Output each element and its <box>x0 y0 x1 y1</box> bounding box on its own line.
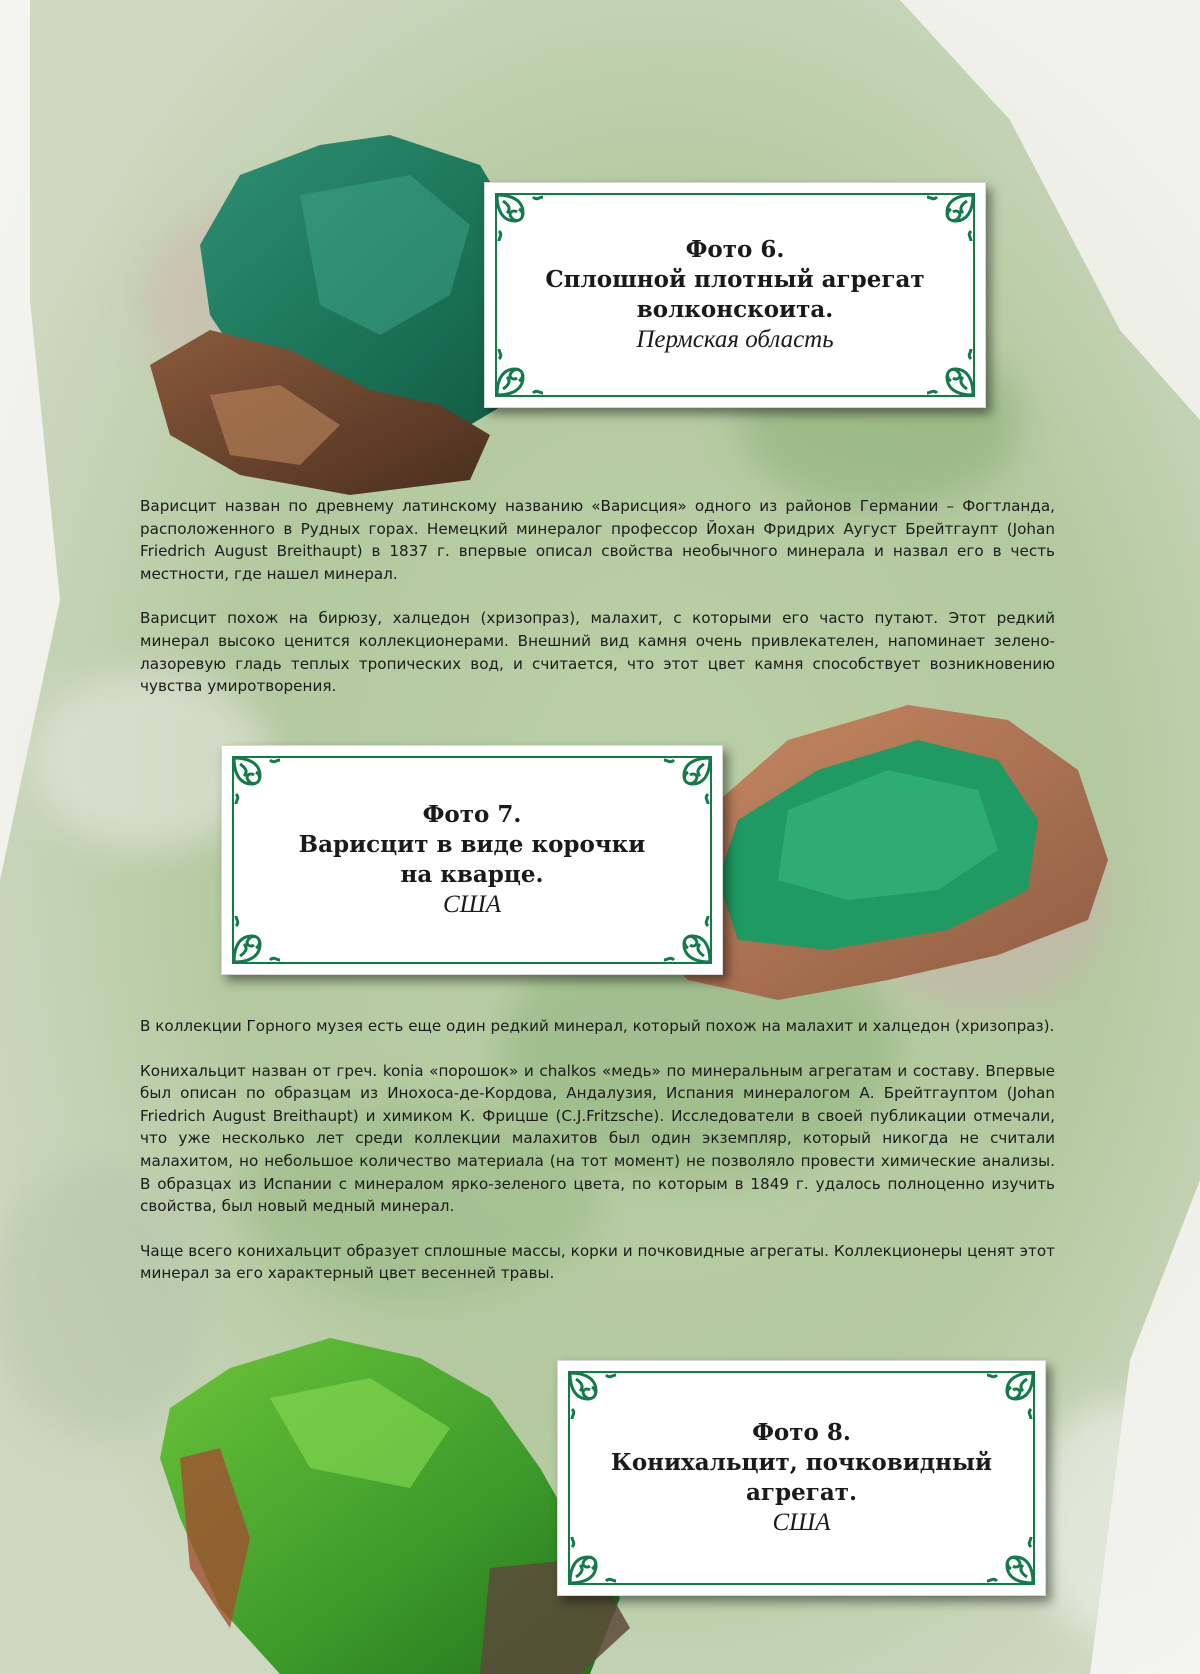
caption-title-line: Варисцит в виде корочки <box>298 831 646 858</box>
paragraph: Чаще всего конихальцит образует сплошные массы, корки и почковидные агрегаты. Коллекционеры ценят этот минерал за его характерный цвет весенней травы. <box>140 1241 1055 1283</box>
caption-title-line: агрегат. <box>746 1479 857 1506</box>
caption-locality: США <box>772 1509 831 1536</box>
caption-card-photo-7 <box>221 745 723 975</box>
caption-text <box>525 183 945 407</box>
body-text-block-2 <box>140 1015 1055 1285</box>
caption-title-line: Сплошной плотный агрегат <box>545 266 925 293</box>
caption-locality: США <box>442 891 502 918</box>
caption-card-photo-6 <box>484 182 986 408</box>
paragraph: В коллекции Горного музея есть еще один редкий минерал, который похож на малахит и халцедон (хризопраз). <box>140 1017 1055 1035</box>
caption-title-line: на кварце. <box>400 861 544 888</box>
caption-photo-number: Фото 6. <box>685 236 785 263</box>
caption-title-line: Конихальцит, почковидный <box>610 1449 993 1476</box>
caption-locality: Пермская область <box>636 326 834 353</box>
body-text-block-1 <box>140 495 1055 698</box>
caption-title-line: волконскоита. <box>636 296 834 323</box>
caption-photo-number: Фото 7. <box>422 801 522 828</box>
paragraph: Варисцит похож на бирюзу, халцедон (хризопраз), малахит, с которыми его часто путают. Этот редкий минерал высоко ценится коллекционерами. Внешний вид камня очень привлекателен, напоминает зелено-лазоревую гладь теплых тропических вод, и считается, что этот цвет камня способствует возникновению чувства умиротворения. <box>140 609 1055 696</box>
caption-text <box>262 746 682 974</box>
caption-text <box>598 1361 1005 1595</box>
caption-card-photo-8 <box>557 1360 1046 1596</box>
caption-photo-number: Фото 8. <box>752 1419 851 1446</box>
paragraph: Варисцит назван по древнему латинскому названию «Варисция» одного из районов Германии – Фогтланда, расположенного в Рудных горах. Немецкий минералог профессор Йохан Фридрих Аугуст Брейтгаупт (Johan Friedrich August Breithaupt) в 1837 г. впервые описал свойства необычного минерала и назвал его в честь местности, где нашел минерал. <box>140 497 1055 583</box>
paragraph: Конихальцит назван от греч. konia «порошок» и chalkos «медь» по минеральным агрегатам и составу. Впервые был описан по образцам из Инохоса-де-Кордова, Андалузия, Испания минералогом А. Брейтгауптом (Johan Friedrich August Breithaupt) и химиком К. Фрицше (C.J.Fritzsche). Исследователи в своей публикации отмечали, что уже несколько лет среди коллекции малахитов был один экземпляр, который никогда не считали малахитом, но небольшое количество материала (на тот момент) не позволяло провести химические анализы. В образцах из Испании с минералом ярко-зеленого цвета, по которым в 1849 г. удалось полноценно изучить свойства, был новый медный минерал. <box>140 1061 1055 1216</box>
